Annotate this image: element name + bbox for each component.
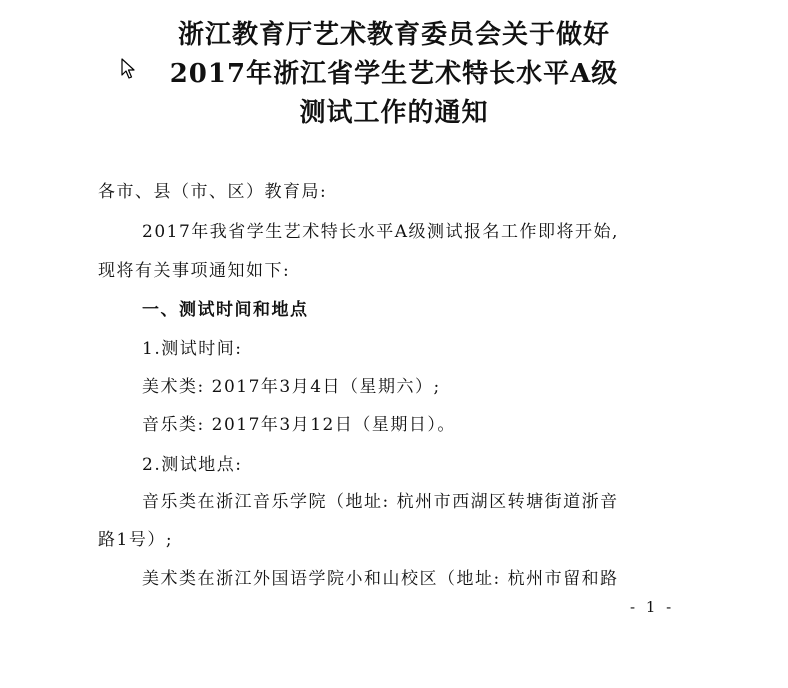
paragraph-1-line-1: 2017年我省学生艺术特长水平A级测试报名工作即将开始, xyxy=(142,222,619,242)
page-number: - 1 - xyxy=(630,598,675,616)
item-1-music-date: 音乐类: 2017年3月12日（星期日）。 xyxy=(142,415,456,435)
document-title-line-2: 2017年浙江省学生艺术特长水平A级 xyxy=(169,59,619,89)
document-title-line-1: 浙江教育厅艺术教育委员会关于做好 xyxy=(177,20,610,50)
salutation: 各市、县（市、区）教育局: xyxy=(98,182,328,202)
item-2-music-venue-line-1: 音乐类在浙江音乐学院（地址: 杭州市西湖区转塘街道浙音 xyxy=(142,492,619,512)
document-title-line-3: 测试工作的通知 xyxy=(299,98,489,128)
item-2-heading: 2.测试地点: xyxy=(142,455,243,475)
item-2-art-venue-line-1: 美术类在浙江外国语学院小和山校区（地址: 杭州市留和路 xyxy=(142,569,619,589)
mouse-pointer-icon xyxy=(121,58,137,80)
paragraph-1-line-2: 现将有关事项通知如下: xyxy=(98,261,291,281)
item-1-heading: 1.测试时间: xyxy=(142,339,243,359)
item-1-art-date: 美术类: 2017年3月4日（星期六）; xyxy=(142,377,441,397)
item-2-music-venue-line-2: 路1号）; xyxy=(98,530,174,550)
section-1-heading: 一、测试时间和地点 xyxy=(142,300,309,320)
